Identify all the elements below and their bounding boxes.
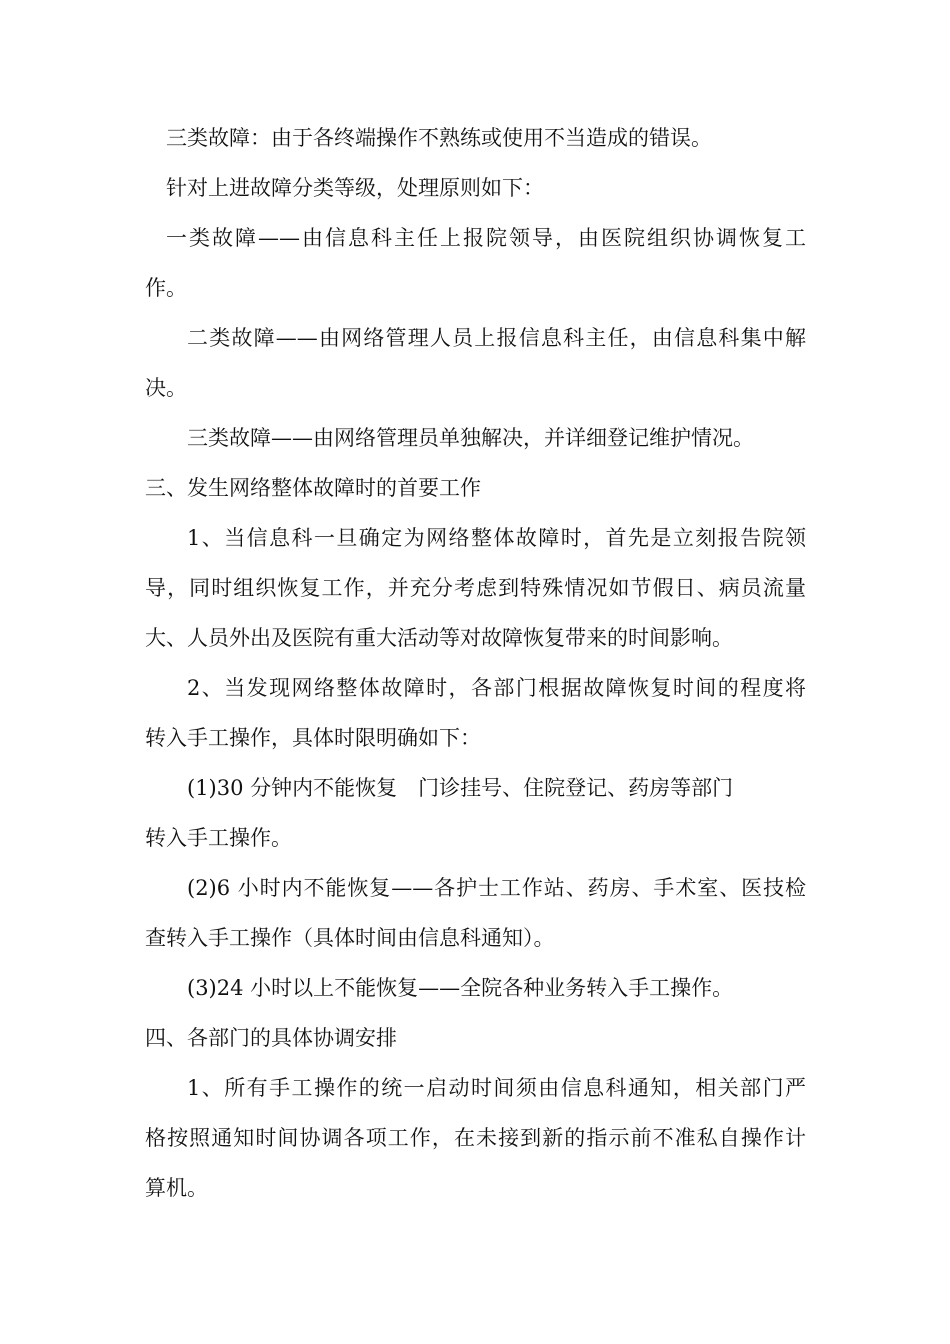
paragraph-line: 决。 <box>145 376 187 400</box>
paragraph-line: 1、当信息科一旦确定为网络整体故障时，首先是立刻报告院领 <box>187 526 806 550</box>
paragraph-line: 算机。 <box>145 1176 208 1200</box>
paragraph-line: 针对上进故障分类等级，处理原则如下： <box>166 176 544 200</box>
paragraph-line: (2)6 小时内不能恢复——各护士工作站、药房、手术室、医技检 <box>187 876 806 900</box>
paragraph-line: 格按照通知时间协调各项工作，在未接到新的指示前不准私自操作计 <box>145 1126 806 1150</box>
section-heading: 三、发生网络整体故障时的首要工作 <box>145 476 481 500</box>
paragraph-line: 二类故障——由网络管理人员上报信息科主任，由信息科集中解 <box>187 326 806 350</box>
paragraph-line: 一类故障——由信息科主任上报院领导，由医院组织协调恢复工 <box>166 226 806 250</box>
paragraph-line: 三类故障：由于各终端操作不熟练或使用不当造成的错误。 <box>166 126 712 150</box>
paragraph-line: 2、当发现网络整体故障时，各部门根据故障恢复时间的程度将 <box>187 676 806 700</box>
paragraph-line: 导，同时组织恢复工作，并充分考虑到特殊情况如节假日、病员流量 <box>145 576 806 600</box>
paragraph-line: 作。 <box>145 276 187 300</box>
paragraph-line: 1、所有手工操作的统一启动时间须由信息科通知，相关部门严 <box>187 1076 806 1100</box>
paragraph-line: 三类故障——由网络管理员单独解决，并详细登记维护情况。 <box>187 426 754 450</box>
paragraph-line: 转入手工操作，具体时限明确如下： <box>145 726 481 750</box>
paragraph-line: 转入手工操作。 <box>145 826 292 850</box>
paragraph-line: 大、人员外出及医院有重大活动等对故障恢复带来的时间影响。 <box>145 626 733 650</box>
paragraph-line: (3)24 小时以上不能恢复——全院各种业务转入手工操作。 <box>187 976 734 1000</box>
section-heading: 四、各部门的具体协调安排 <box>145 1026 397 1050</box>
paragraph-line: 查转入手工操作（具体时间由信息科通知）。 <box>145 926 555 950</box>
paragraph-line: (1)30 分钟内不能恢复 门诊挂号、住院登记、药房等部门 <box>187 776 734 800</box>
